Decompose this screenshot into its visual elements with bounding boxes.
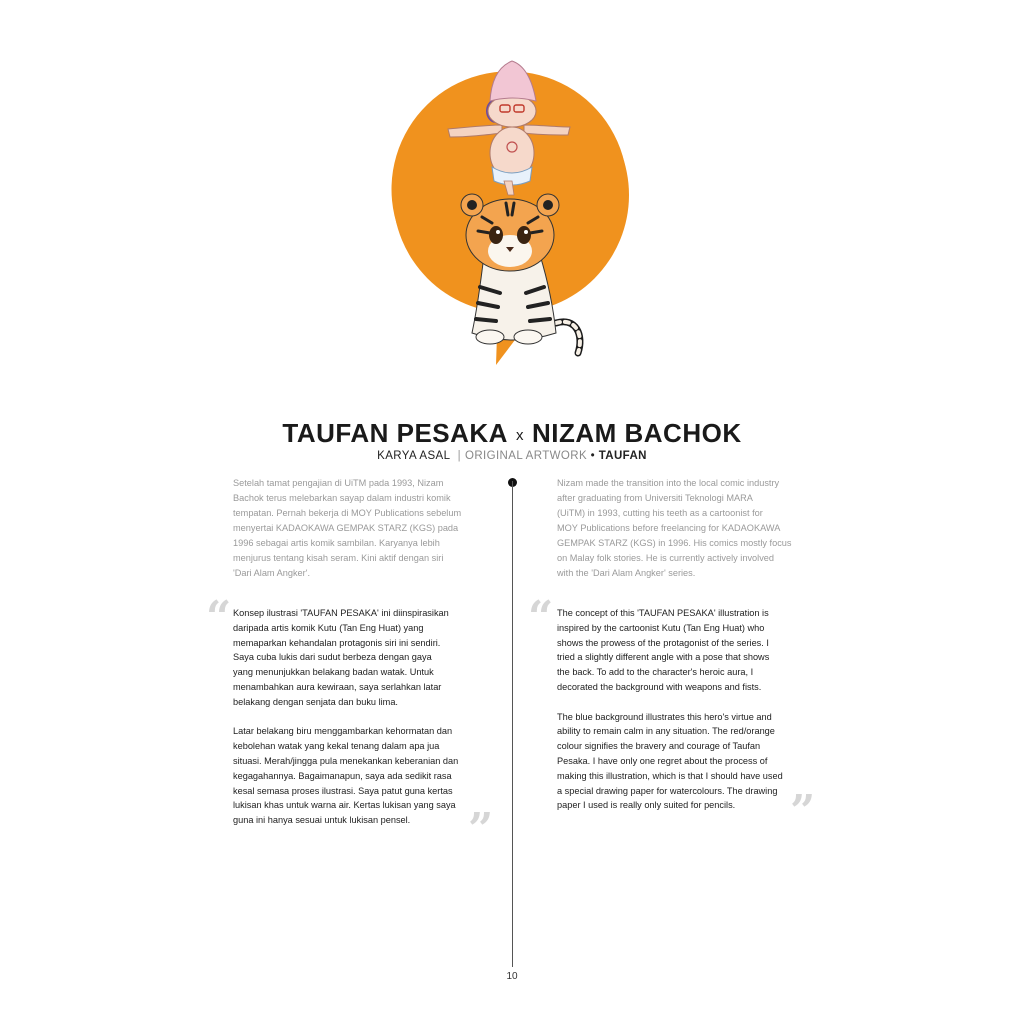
quote-line: yang menunjukkan belakang badan watak. Untuk — [233, 667, 434, 678]
quote-line: situasi. Merah/jingga pula menekankan keberanian dan — [233, 755, 459, 766]
intro-line: on Malay folk stories. He is currently actively involved — [557, 553, 775, 563]
quote-line: kesal semasa proses ilustrasi. Saya patut guna kertas — [233, 785, 453, 796]
subtitle-separator: | — [457, 450, 461, 462]
intro-malay — [233, 476, 461, 581]
intro-line: menyertai KADAOKAWA GEMPAK STARZ (KGS) pada — [233, 523, 459, 533]
close-quote-mark-english: ” — [790, 786, 816, 837]
subtitle-english: ORIGINAL ARTWORK — [464, 450, 588, 462]
subtitle-character: TAUFAN — [598, 450, 647, 462]
quote-line: shows the prowess of the protagonist of the series. I — [557, 637, 769, 648]
intro-line: after graduating from Universiti Teknologi MARA — [557, 493, 753, 503]
open-quote-mark-english: “ — [528, 592, 554, 643]
quote-line: inspired by the cartoonist Kutu (Tan Eng Huat) who — [557, 622, 765, 633]
intro-line: Bachok terus melebarkan sayap dalam industri komik — [233, 493, 451, 503]
quote-line: The blue background illustrates this hero's virtue and — [557, 711, 772, 722]
quote-line: The concept of this 'TAUFAN PESAKA' illustration is — [557, 608, 769, 618]
intro-line: Setelah tamat pengajian di UiTM pada 1993, Nizam — [233, 478, 444, 488]
column-divider — [512, 481, 513, 967]
article-subtitle — [0, 449, 1024, 463]
quote-line: lukisan khas untuk warna air. Kertas lukisan yang saya — [233, 800, 456, 811]
quote-line: a special drawing paper for watercolours. The drawing — [557, 785, 778, 796]
quote-line: Pesaka. I have only one regret about the process of — [557, 755, 768, 766]
intro-line: tempatan. Pernah bekerja di MOY Publications sebelum — [233, 508, 462, 518]
intro-line: MOY Publications before freelancing for KADAOKAWA — [557, 523, 781, 533]
intro-line: 1996 sebagai artis komik sambilan. Karyanya lebih — [233, 538, 440, 548]
page-number: 10 — [506, 971, 518, 982]
quote-line: kebolehan watak yang kekal tenang dalam apa jua — [233, 741, 440, 752]
quote-line: guna ini hanya sesuai untuk lukisan pensel. — [233, 815, 411, 826]
quote-line: tried a slightly different angle with a pose that shows — [557, 652, 770, 663]
quote-line: colour signifies the bravery and courage of Taufan — [557, 741, 761, 752]
open-quote-mark-malay: “ — [206, 592, 232, 643]
intro-line: GEMPAK STARZ (KGS) in 1996. His comics mostly focus — [557, 538, 792, 548]
quote-english — [557, 606, 783, 813]
quote-line: decorated the background with weapons and fists. — [557, 681, 762, 692]
title-right: NIZAM BACHOK — [531, 418, 742, 448]
quote-line: Konsep ilustrasi 'TAUFAN PESAKA' ini diinspirasikan — [233, 608, 449, 618]
artwork-illustration — [380, 55, 650, 375]
title-left: TAUFAN PESAKA — [282, 418, 508, 448]
paragraph-gap — [233, 710, 458, 725]
quote-line: belakang dengan senjata dan buku lima. — [233, 696, 398, 707]
article-title — [0, 418, 1024, 453]
intro-line: with the 'Dari Alam Angker' series. — [557, 568, 696, 578]
subtitle-malay: KARYA ASAL — [377, 450, 450, 462]
close-quote-mark-malay: ” — [468, 804, 494, 855]
quote-line: Latar belakang biru menggambarkan kehormatan dan — [233, 726, 453, 737]
quote-line: the back. To add to the character's heroic aura, I — [557, 667, 754, 678]
paragraph-gap — [557, 695, 783, 710]
intro-line: (UiTM) in 1993, cutting his teeth as a cartoonist for — [557, 508, 763, 518]
intro-line: Nizam made the transition into the local comic industry — [557, 478, 780, 488]
quote-line: kegagahannya. Bagaimanapun, saya ada sedikit rasa — [233, 770, 452, 781]
quote-line: menambahkan aura kewiraan, saya serlahkan latar — [233, 681, 442, 692]
quote-line: ability to remain calm in any situation. The red/orange — [557, 726, 775, 737]
intro-line: 'Dari Alam Angker'. — [233, 568, 311, 578]
title-x: x — [515, 427, 524, 444]
quote-malay — [233, 606, 458, 828]
quote-line: paper I used is really only suited for pencils. — [557, 800, 736, 811]
intro-english — [557, 476, 792, 581]
quote-line: memaparkan kehandalan protagonis siri ini sendiri. — [233, 637, 441, 648]
quote-line: daripada artis komik Kutu (Tan Eng Huat) yang — [233, 622, 424, 633]
intro-line: menjurus tentang kisah seram. Kini aktif dengan siri — [233, 553, 444, 563]
subtitle-bullet: • — [590, 450, 596, 462]
quote-line: Saya cuba lukis dari sudut berbeza dengan gaya — [233, 652, 432, 663]
quote-line: making this illustration, which is that I should have used — [557, 770, 783, 781]
